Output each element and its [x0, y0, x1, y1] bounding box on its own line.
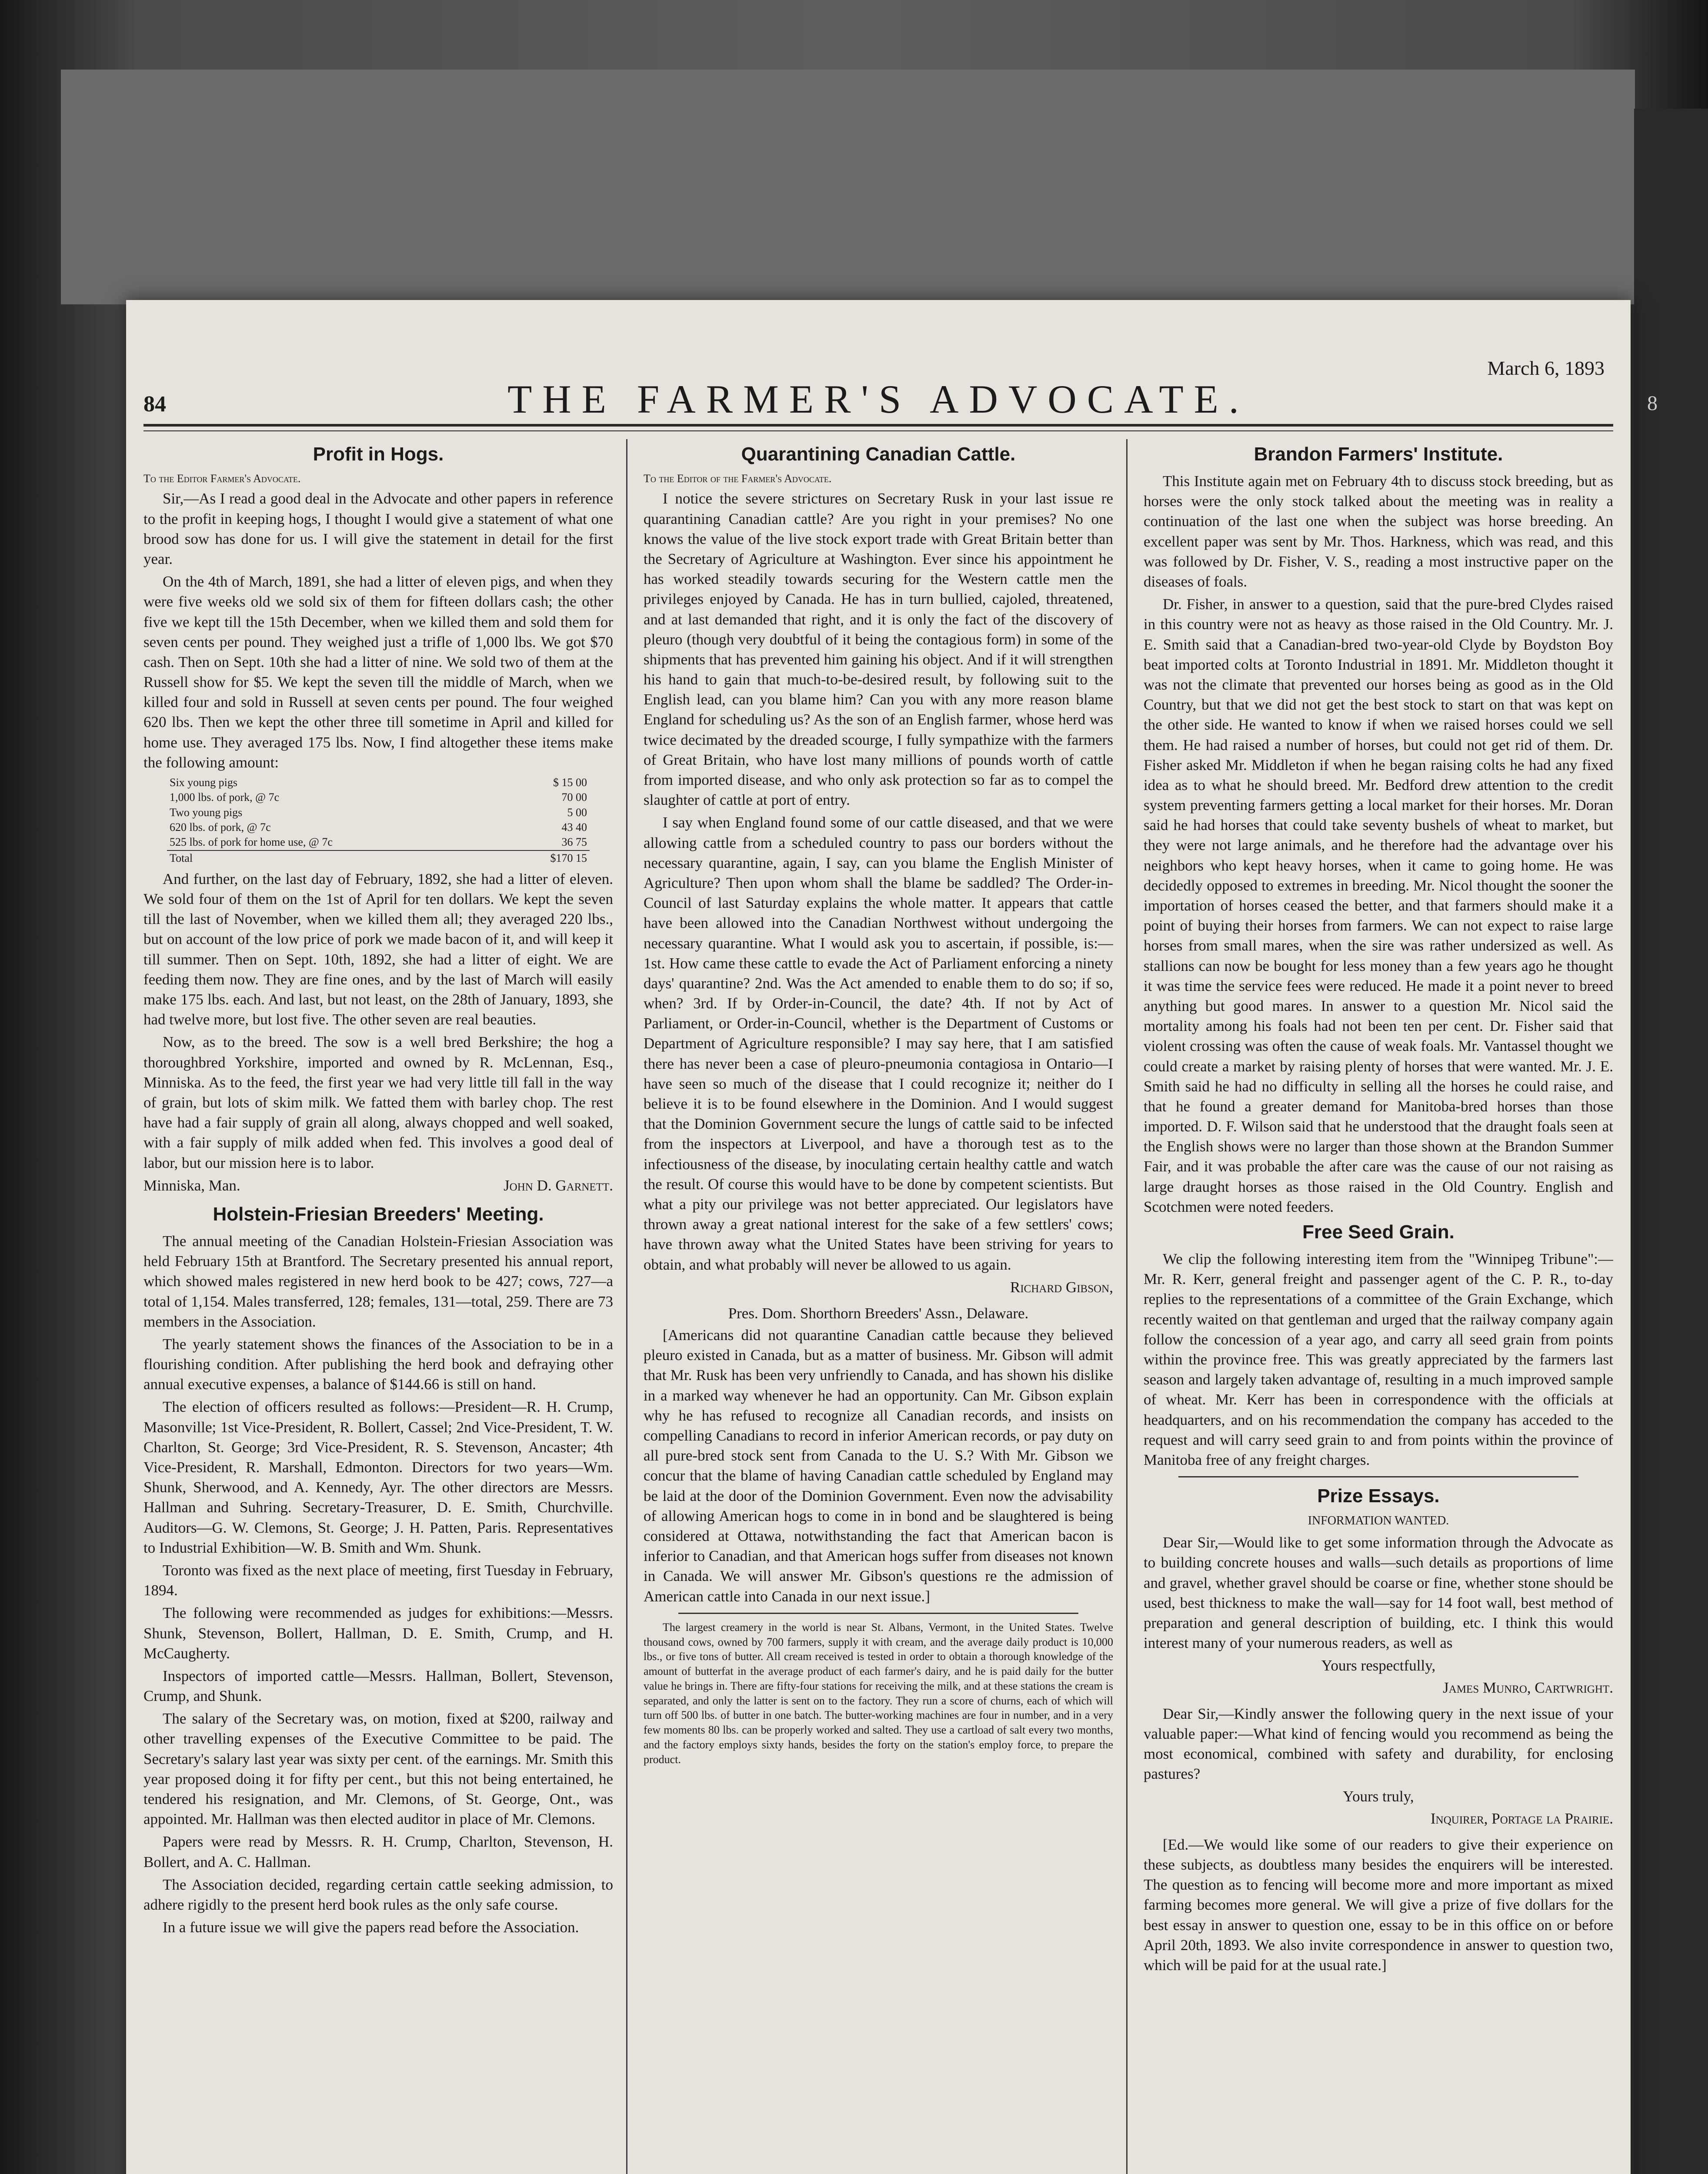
- letter-signature: Inquirer, Portage la Prairie.: [1431, 1810, 1613, 1827]
- adjacent-page-edge: [1634, 109, 1708, 2174]
- article-headline: Profit in Hogs.: [313, 443, 444, 465]
- article-paragraph: Inspectors of imported cattle—Messrs. Hallman, Bollert, Stevenson, Crump, and Shunk.: [143, 1667, 613, 1705]
- page-header: [126, 300, 1631, 422]
- article-paragraph: Sir,—As I read a good deal in the Advocate and other papers in reference to the profit in keeping hogs, I thought I would give a statement of what one brood sow has done for us. I will give the statement in detail for the first year.: [143, 490, 613, 567]
- article-paragraph: Dear Sir,—Kindly answer the following query in the next issue of your valuable paper:—What kind of fencing would you recommend as being the most economical, combined with safety and durability, for enclosing pastures?: [1144, 1705, 1613, 1783]
- article-divider: [678, 1613, 1078, 1614]
- letter-signature: James Munro, Cartwright.: [1443, 1679, 1613, 1696]
- scanner-bed: [61, 70, 1635, 304]
- article-headline: Holstein-Friesian Breeders' Meeting.: [213, 1203, 544, 1225]
- article-paragraph: And further, on the last day of February, 1892, she had a litter of eleven. We sold four of them on the 1st of April for ten dollars. We kept the seven till the last of November, when we killed them all; they averaged 220 lbs., but on account of the low price of pork we made bacon of it, and will keep it till summer. Then on Sept. 10th, 1892, she had a litter of eight. We are feeding them now. They are fine ones, and by the last of March will easily make 175 lbs. each. And last, but not least, on the 28th of January, 1893, she had twelve more, but lost five. The other seven are real beauties.: [143, 870, 613, 1028]
- account-item: 525 lbs. of pork for home use, @ 7c: [170, 836, 333, 849]
- article-signature-line: [143, 1176, 613, 1196]
- adjacent-page-mark: 8: [1647, 392, 1658, 415]
- letter-closing: Yours truly,: [1343, 1788, 1414, 1805]
- letter-salutation-line: To the Editor of the Farmer's Advocate.: [644, 472, 832, 485]
- article-paragraph: The Association decided, regarding certain cattle seeking admission, to adhere rigidly to the present herd book rules as the only safe course.: [143, 1876, 613, 1913]
- article-divider: [1178, 1476, 1578, 1477]
- header-rule-thin: [143, 430, 1613, 431]
- article-paragraph: Papers were read by Messrs. R. H. Crump, Charlton, Stevenson, H. Bollert, and A. C. Hallman.: [143, 1833, 613, 1871]
- account-row: [167, 820, 590, 835]
- account-row: [167, 835, 590, 850]
- account-item: 620 lbs. of pork, @ 7c: [170, 820, 271, 834]
- newspaper-page: [126, 300, 1631, 2174]
- article-paragraph: This Institute again met on February 4th to discuss stock breeding, but as horses were the only stock talked about the meeting was in reality a continuation of the last one when the subject was horse breeding. An excellent paper was sent by Mr. Thos. Harkness, which was read, and this was followed by Dr. Fisher, V. S., reading a most instructive paper on the diseases of foals.: [1144, 473, 1613, 590]
- account-item: Two young pigs: [170, 806, 243, 819]
- letter-signature: Richard Gibson,: [1010, 1278, 1113, 1296]
- account-row: [167, 805, 590, 820]
- article-paragraph: The election of officers resulted as follows:—President—R. H. Crump, Masonville; 1st Vice-President, R. Bollert, Cassel; 2nd Vice-President, T. W. Charlton, St. George; 3rd Vice-President, R. S. Stevenson, Ancaster; 4th Vice-President, R. Marshall, Edmonton. Directors for two years—Wm. Shunk, Sherwood, and A. Kennedy, Ayr. The other directors are Messrs. Hallman and Suhring. Secretary-Treasurer, D. E. Smith, Churchville. Auditors—G. W. Clemons, St. George; J. H. Patten, Paris. Representatives to Industrial Exhibition—W. B. Smith and Wm. Shunk.: [143, 1398, 613, 1556]
- article-paragraph: Dear Sir,—Would like to get some information through the Advocate as to building concrete houses and walls—such details as proportions of lime and gravel, whether gravel should be coarse or fine, whether stone should be used, best thickness to make the wall—say for 14 foot wall, best method of preparation and general description of building, etc. I think this would interest many of your numerous readers, as well as: [1144, 1534, 1613, 1652]
- article-paragraph: In a future issue we will give the papers read before the Association.: [163, 1919, 579, 1936]
- column-3: [1144, 439, 1613, 2174]
- article-headline: Brandon Farmers' Institute.: [1254, 443, 1503, 465]
- article-paragraph: The following were recommended as judges for exhibitions:—Messrs. Shunk, Stevenson, Bollert, Hallman, D. E. Smith, Crump, and H. McCaugherty.: [143, 1604, 613, 1662]
- masthead-title: THE FARMER'S ADVOCATE.: [507, 377, 1249, 421]
- article-paragraph: I notice the severe strictures on Secretary Rusk in your last issue re quarantining Canadian cattle? Are you right in your premises? No one knows the value of the live stock export trade with Great Britain better than the Secretary of Agriculture at Washington. Ever since his appointment he has worked steadily towards securing for the Western cattle men the privileges enjoyed by Canada. He has in turn bullied, cajoled, threatened, and at last demanded that right, and it is only the fact of the discovery of pleuro (though very doubtful of it being the contagious form) in some of the shipments that has prevented him gaining his object. And if it will strengthen his hand to gain that much-to-be-desired result, by following suit to the English lead, can you blame him? Can you with any more reason blame England for scheduling us? As the son of an English farmer, whose herd was twice decimated by the dreaded scourge, I fully sympathize with the farmers of Great Britain, who have lost many millions of pounds worth of cattle from imported disease, and who only ask protection so far as to compel the slaughter of cattle at port of entry.: [644, 490, 1113, 809]
- article-paragraph: The largest creamery in the world is near St. Albans, Vermont, in the United States. Twelve thousand cows, owned by 700 farmers, supply it with cream, and the average daily product is 10,000 lbs., or five tons of butter. All cream received is tested in order to obtain a thorough knowledge of the amount of butterfat in the average product of each farmer's dairy, and he is paid daily for the butter value he brings in. There are fifty-four stations for receiving the milk, and at these stations the cream is separated, and only the latter is sent on to the factory. They run a score of churns, each of which will turn off 500 lbs. of butter in one batch. The butter-working machines are four in number, and in a very few moments 80 lbs. can be properly worked and salted. They use a cartload of salt every two months, and the factory employs sixty hands, besides the forty on the station's employ force, to prepare the product.: [644, 1620, 1113, 1766]
- article-headline: Prize Essays.: [1317, 1485, 1440, 1507]
- article-headline: Free Seed Grain.: [1302, 1221, 1454, 1243]
- header-rule: [143, 424, 1613, 427]
- column-divider: [1126, 439, 1128, 2174]
- article-subheading: INFORMATION WANTED.: [1308, 1514, 1449, 1528]
- article-paragraph: The yearly statement shows the finances of the Association to be in a flourishing condition. After publishing the herd book and defraying other annual executive expenses, a balance of $144.66 is still on hand.: [143, 1335, 613, 1393]
- letter-closing: Yours respectfully,: [1321, 1657, 1436, 1674]
- column-2: [644, 439, 1113, 2174]
- account-row: [167, 775, 590, 790]
- issue-date: March 6, 1893: [1487, 357, 1605, 379]
- article-paragraph: The annual meeting of the Canadian Holstein-Friesian Association was held February 15th at Brantford. The Secretary presented his annual report, which showed males registered in new herd book to be 427; cows, 727—a total of 1,154. Males transferred, 128; females, 131—total, 259. There are 73 members in the Association.: [143, 1232, 613, 1330]
- account-total-row: [167, 850, 590, 866]
- account-item: Six young pigs: [170, 776, 238, 789]
- account-table: [167, 775, 590, 866]
- article-paragraph: Dr. Fisher, in answer to a question, said that the pure-bred Clydes raised in this country were not as heavy as those raised in the Old Country. Mr. J. E. Smith said that a Canadian-bred two-year-old Clyde by Boydston Boy beat imported colts at Toronto Industrial in 1891. Mr. Middleton thought it was not the climate that prevented our horses being as good as in the Old Country, but that we did not get the best stock to start on that was kept on the other side. He wanted to know if when we raised horses could we sell them. He had raised a number of horses, but could not get rid of them. Dr. Fisher asked Mr. Middleton if when he began raising colts he had any fixed idea as to what he should breed. Mr. Bedford drew attention to the credit system preventing farmers getting a local market for their horses. Mr. Doran said he had horses that could take seventy bushels of wheat to market, but they were not large animals, and he therefore had the advantage over his neighbors who kept heavy horses, when it came to going home. He was decidedly opposed to extremes in breeding. Mr. Nicol thought the sooner the importation of horses ceased the better, and that farmers should make it a point of buying their horses from farmers. We can not expect to raise large horses from small mares, when the sire was rather undersized as well. As stallions can now be bought for less money than a few years ago he thought it was time the service fees were reduced. He made it a point never to breed anything but good mares. In answer to a question Mr. Nicol said the mortality among his foals had not been ten per cent. Dr. Fisher said that violent crossing was often the cause of weak foals. Mr. Vantassel thought we could create a market by raising plenty of horses that were wanted. Mr. J. E. Smith said he had no difficulty in selling all the horses he could raise, and that he found a greater demand for Manitoba-bred horses than those imported. D. F. Wilson said that he understood that the draught foals seen at the English shows were no larger than those shown at the Brandon Summer Fair, and it was probable the after care was the cause of our not raising as large draught horses as those raised in the Old Country. English and Scotchmen were noted feeders.: [1144, 596, 1613, 1215]
- letter-place: Minniska, Man.: [143, 1177, 240, 1194]
- article-paragraph: On the 4th of March, 1891, she had a litter of eleven pigs, and when they were five weeks old we sold six of them for fifteen dollars cash; the other five we kept till the 15th December, when we killed them and sold them for seven cents per pound. They weighed just a trifle of 1,000 lbs. We got $70 cash. Then on Sept. 10th she had a litter of nine. We sold two of them at the Russell show for $5. We kept the seven till the middle of March, when we killed four and sold in Russell at seven cents per pound. The four weighed 620 lbs. Then we kept the other three till sometime in April and killed for home use. They averaged 175 lbs. Now, I find altogether these items make the following amount:: [143, 573, 613, 771]
- account-amount: $ 15 00: [553, 776, 587, 789]
- account-total-value: $170 15: [505, 850, 590, 866]
- account-amount: 70 00: [561, 791, 587, 804]
- article-headline: Quarantining Canadian Cattle.: [741, 443, 1016, 465]
- account-amount: 43 40: [561, 820, 587, 834]
- letter-salutation-line: To the Editor Farmer's Advocate.: [143, 472, 301, 485]
- account-amount: 5 00: [567, 806, 587, 819]
- article-paragraph: We clip the following interesting item from the "Winnipeg Tribune":—Mr. R. Kerr, general freight and passenger agent of the C. P. R., to-day replies to the representations of a committee of the Grain Exchange, which recently waited on that gentleman and urged that the railway company again follow the concession of a year ago, and carry all seed grain from points within the province free. This was greatly appreciated by the farmers last season and largely taken advantage of, resulting in a much improved sample of wheat. Mr. Kerr has been in correspondence with the officials at headquarters, and on his recommendation the company has acceded to the request and will carry seed grain to and from points within the province of Manitoba free of any freight charges.: [1144, 1250, 1613, 1468]
- article-paragraph: I say when England found some of our cattle diseased, and that we were allowing cattle from a scheduled country to pass our borders without the necessary quarantine, again, I say, can you blame the English Minister of Agriculture? Then upon whom shall the blame be saddled? The Order-in-Council of last Saturday explains the whole matter. It appears that cattle have been allowed into the Canadian Northwest without undergoing the necessary quarantine. What I would ask you to ascertain, if possible, is:—1st. How came these cattle to evade the Act of Parliament enforcing a ninety days' quarantine? 2nd. Was the Act amended to enable them to do so; if so, when? 3rd. If by Order-in-Council, the date? 4th. If not by Act of Parliament, or Order-in-Council, whether is the Department of Customs or Department of Agriculture responsible? I may say here, that I am satisfied there has never been a case of pleuro-pneumonia contagiosa in Ontario—I have seen so much of the disease that I could recognize it; neither do I believe it is to be found elsewhere in the Dominion. And I would suggest that the Dominion Government secure the lungs of cattle said to be infected from the inspectors at Liverpool, and have a thorough test as to the infectiousness of the disease, by inoculating certain healthy cattle and watch the result. Of course this would have to be done by competent scientists. But what a pity our privilege was not better appreciated. Our legislators have thrown away a great national interest for the sake of a few settlers' cows; have thrown away what the United States have been striving for years to obtain, and what probably will never be allowed to us again.: [644, 814, 1113, 1273]
- column-divider: [626, 439, 627, 2174]
- account-amount: 36 75: [561, 836, 587, 849]
- editor-note: [Ed.—We would like some of our readers to give their experience on these subjects, as doubtless many besides the enquirers will be interested. The question as to fencing will become more and more important as mixed farming becomes more general. We will give a prize of five dollars for the best essay in answer to question one, essay to be in this office on or before April 20th, 1893. We also invite correspondence in answer to question two, which will be paid for at the usual rate.]: [1144, 1836, 1613, 1974]
- account-row: [167, 790, 590, 805]
- page-number: 84: [143, 392, 166, 417]
- letter-signature-title: Pres. Dom. Shorthorn Breeders' Assn., Delaware.: [728, 1304, 1029, 1322]
- account-item: 1,000 lbs. of pork, @ 7c: [170, 791, 280, 804]
- article-paragraph: The salary of the Secretary was, on motion, fixed at $200, railway and other travelling expenses of the Executive Committee to be paid. The Secretary's salary last year was sixty per cent. of the earnings. Mr. Smith this year proposed doing it for fifty per cent., but this not being entertained, he tendered his resignation, and Mr. Clemons, of St. George, Ont., was appointed. Mr. Hallman was then elected auditor in place of Mr. Clemons.: [143, 1710, 613, 1828]
- article-paragraph: Now, as to the breed. The sow is a well bred Berkshire; the hog a thoroughbred Yorkshire, imported and owned by R. McLennan, Esq., Minniska. As to the feed, the first year we had very little till fall in the way of grain, but lots of skim milk. We fatted them with barley chop. The rest have had a fair supply of grain all along, always chopped and well soaked, with a fair supply of milk added when fed. This involves a good deal of labor, but our mission here is to labor.: [143, 1034, 613, 1171]
- column-1: [143, 439, 613, 2174]
- letter-signature: John D. Garnett.: [504, 1177, 613, 1194]
- article-paragraph: Toronto was fixed as the next place of meeting, first Tuesday in February, 1894.: [143, 1561, 613, 1599]
- account-total-label: Total: [167, 850, 505, 866]
- editor-note: [Americans did not quarantine Canadian cattle because they believed pleuro existed in Canada, but as a matter of business. Mr. Gibson will admit that Mr. Rusk has been very unfriendly to Canada, and has shown his dislike in a marked way whenever he had an opportunity. Can Mr. Gibson explain why he has refused to recognize all Canadian records, and insists on compelling Canadians to record in inferior American records, or pay duty on all pure-bred stock sent from Canada to the U. S.? With Mr. Gibson we concur that the blame of having Canadian cattle scheduled by England may be laid at the door of the Dominion Government. Even now the advisability of allowing American hogs to come in in bond and be slaughtered is being considered at Ottawa, notwithstanding the fact that American bacon is inferior to Canadian, and that American hogs suffer from diseases not known in Canada. We will answer Mr. Gibson's questions re the admission of American cattle into Canada in our next issue.]: [644, 1327, 1113, 1605]
